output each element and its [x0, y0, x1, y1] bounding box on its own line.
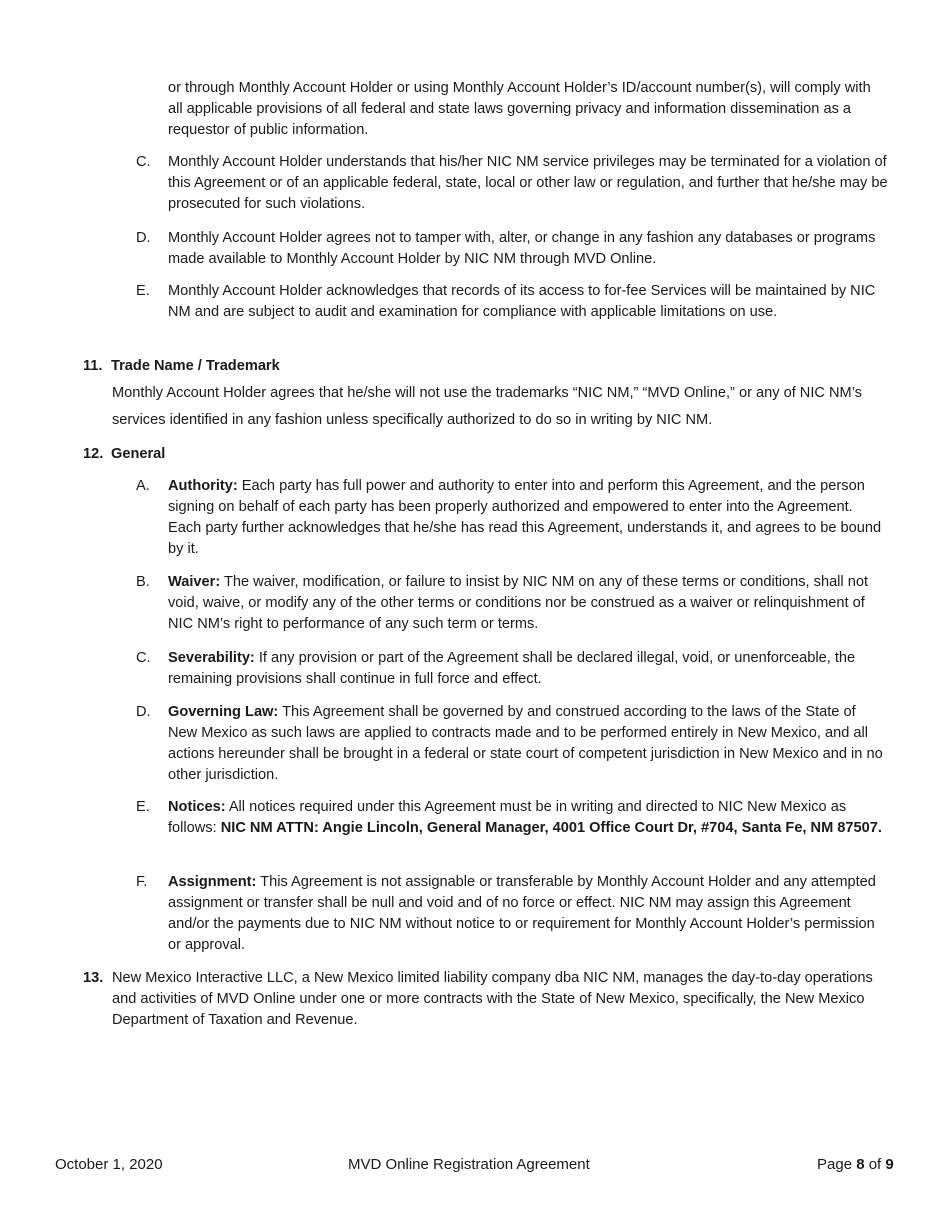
- item-text: Monthly Account Holder acknowledges that records of its access to for-fee Services will be maintained by NIC NM and are subject to audit and examination for compliance with applicable limitations on use.: [168, 283, 876, 320]
- list-item-12a: [136, 476, 888, 560]
- item-body: Each party has full power and authority to enter into and perform this Agreement, and the person signing on behalf of each party has been properly authorized and empowered to enter into the Agreement. Each party further acknowledges that he/she has read this Agreement, understands it, and agrees to be bound by it.: [168, 478, 882, 557]
- item-letter: B.: [136, 574, 150, 590]
- item-body: This Agreement shall be governed by and construed according to the laws of the State of New Mexico as such laws are applied to contracts made and to be performed entirely in New Mexico, and all actions hereunder shall be brought in a federal or state court of competent jurisdiction in New Mexico and in no other jurisdiction.: [168, 704, 883, 783]
- item-letter: E.: [136, 283, 150, 299]
- section-11-paragraph: Monthly Account Holder agrees that he/she will not use the trademarks “NIC NM,” “MVD Online,” or any of NIC NM’s services identified in any fashion unless specifically authorized to do so in writing by NIC NM.: [112, 385, 862, 428]
- section-number: 13.: [83, 970, 104, 986]
- item-body: All notices required under this Agreement must be in writing and directed to NIC New Mexico as follows:: [168, 799, 847, 836]
- notice-address: NIC NM ATTN: Angie Lincoln, General Manager, 4001 Office Court Dr, #704, Santa Fe, NM 87507.: [220, 820, 882, 836]
- item-letter: C.: [136, 154, 151, 170]
- item-text: [168, 648, 888, 690]
- section-number: 11.: [83, 358, 103, 374]
- list-item-12f: [136, 872, 888, 956]
- item-term: Waiver:: [168, 574, 221, 590]
- item-text: [168, 572, 888, 635]
- item-term: Governing Law:: [168, 704, 279, 720]
- item-letter: E.: [136, 799, 150, 815]
- page-footer: [0, 1154, 950, 1176]
- footer-page-number: [817, 1154, 894, 1175]
- item-text: [168, 872, 888, 956]
- intro-paragraph: or through Monthly Account Holder or using Monthly Account Holder’s ID/account number(s), will comply with all applicable provisions of all federal and state laws governing privacy and information dissemination as a requestor of public information.: [168, 80, 871, 138]
- item-term: Assignment:: [168, 874, 257, 890]
- list-item-12b: [136, 572, 888, 635]
- item-letter: A.: [136, 478, 150, 494]
- section-13-paragraph: New Mexico Interactive LLC, a New Mexico limited liability company dba NIC NM, manages the day-to-day operations and activities of MVD Online under one or more contracts with the State of New Mexico, specifically, the New Mexico Department of Taxation and Revenue.: [112, 970, 873, 1028]
- section-number: 12.: [83, 446, 104, 462]
- footer-title: MVD Online Registration Agreement: [348, 1156, 590, 1173]
- list-item-12d: [136, 702, 888, 786]
- item-text: [168, 702, 888, 786]
- section-title: General: [111, 446, 166, 462]
- page-current: 8: [856, 1156, 865, 1173]
- list-item-10c: [136, 152, 888, 215]
- section-12-heading: [83, 444, 165, 465]
- item-body: This Agreement is not assignable or transferable by Monthly Account Holder and any attempted assignment or transfer shall be null and void and of no force or effect. NIC NM may assign this Agreement and/or the payments due to NIC NM without notice to or requirement for Monthly Account Holder’s permission or approval.: [168, 874, 876, 953]
- item-body: The waiver, modification, or failure to insist by NIC NM on any of these terms or conditions, shall not void, waive, or modify any of the other terms or conditions nor be construed as a waiver or relinquishment of NIC NM’s right to performance of any such term or terms.: [168, 574, 869, 632]
- page-total: 9: [885, 1156, 894, 1173]
- list-item-10d: [136, 228, 888, 270]
- item-term: Authority:: [168, 478, 238, 494]
- list-item-12c: [136, 648, 888, 690]
- item-text: Monthly Account Holder agrees not to tamper with, alter, or change in any fashion any databases or programs made available to Monthly Account Holder by NIC NM through MVD Online.: [168, 230, 876, 267]
- list-item-12e: [136, 797, 888, 839]
- item-text: [168, 476, 888, 560]
- item-text: [168, 797, 888, 839]
- footer-date: October 1, 2020: [55, 1156, 163, 1173]
- page-prefix: Page: [817, 1156, 857, 1173]
- item-term: Notices:: [168, 799, 226, 815]
- section-title: Trade Name / Trademark: [111, 358, 280, 374]
- list-item-10e: [136, 281, 888, 323]
- item-letter: D.: [136, 704, 151, 720]
- page-of: of: [864, 1156, 886, 1173]
- item-letter: F.: [136, 874, 148, 890]
- section-11-heading: [83, 356, 280, 377]
- item-term: Severability:: [168, 650, 255, 666]
- item-letter: C.: [136, 650, 151, 666]
- section-13: [83, 968, 888, 1031]
- item-letter: D.: [136, 230, 151, 246]
- item-text: Monthly Account Holder understands that his/her NIC NM service privileges may be terminated for a violation of this Agreement or of an applicable federal, state, local or other law or regulation, and further that he/she may be prosecuted for such violations.: [168, 154, 888, 212]
- item-body: If any provision or part of the Agreement shall be declared illegal, void, or unenforceable, the remaining provisions shall continue in full force and effect.: [168, 650, 856, 687]
